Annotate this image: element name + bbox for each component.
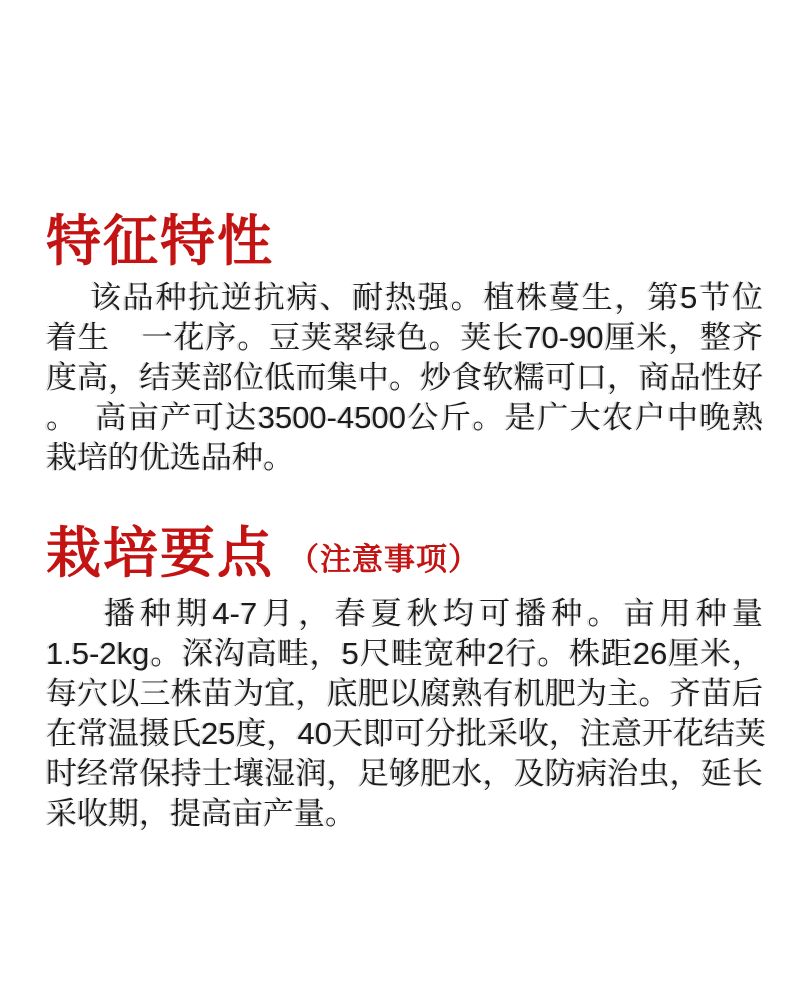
cultivation-heading-text: 栽培要点	[46, 523, 275, 584]
paragraph-line: 采收期，提高亩产量。	[46, 796, 356, 831]
paragraph-line: 度高，结荚部位低而集中。炒食软糯可口，商品性好	[46, 360, 763, 395]
paragraph-line: 1.5-2kg。深沟高畦，5尺畦宽种2行。株距26厘米，	[46, 636, 763, 671]
paragraph-line: 。 高亩产可达3500-4500公斤。是广大农户中晚熟	[46, 400, 763, 435]
paragraph-line: 每穴以三株苗为宜，底肥以腐熟有机肥为主。齐苗后	[46, 676, 763, 711]
paragraph-line: 栽培的优选品种。	[46, 440, 294, 475]
paragraph-line: 该品种抗逆抗病、耐热强。植株蔓生，第5节位	[90, 280, 763, 315]
characteristics-paragraph	[46, 278, 763, 478]
cultivation-paragraph	[46, 594, 766, 834]
section-heading-characteristics: 特征特性	[46, 211, 275, 272]
paragraph-line: 在常温摄氏25度，40天即可分批采收，注意开花结荚	[46, 716, 766, 751]
paragraph-line: 着生 一花序。豆荚翠绿色。荚长70-90厘米，整齐	[46, 320, 763, 355]
paragraph-line: 播种期4-7月，春夏秋均可播种。亩用种量	[104, 596, 763, 631]
section-heading-cultivation	[46, 524, 480, 584]
cultivation-heading-note: （注意事项）	[288, 541, 481, 577]
paragraph-line: 时经常保持士壤湿润，足够肥水，及防病治虫，延长	[46, 756, 763, 791]
